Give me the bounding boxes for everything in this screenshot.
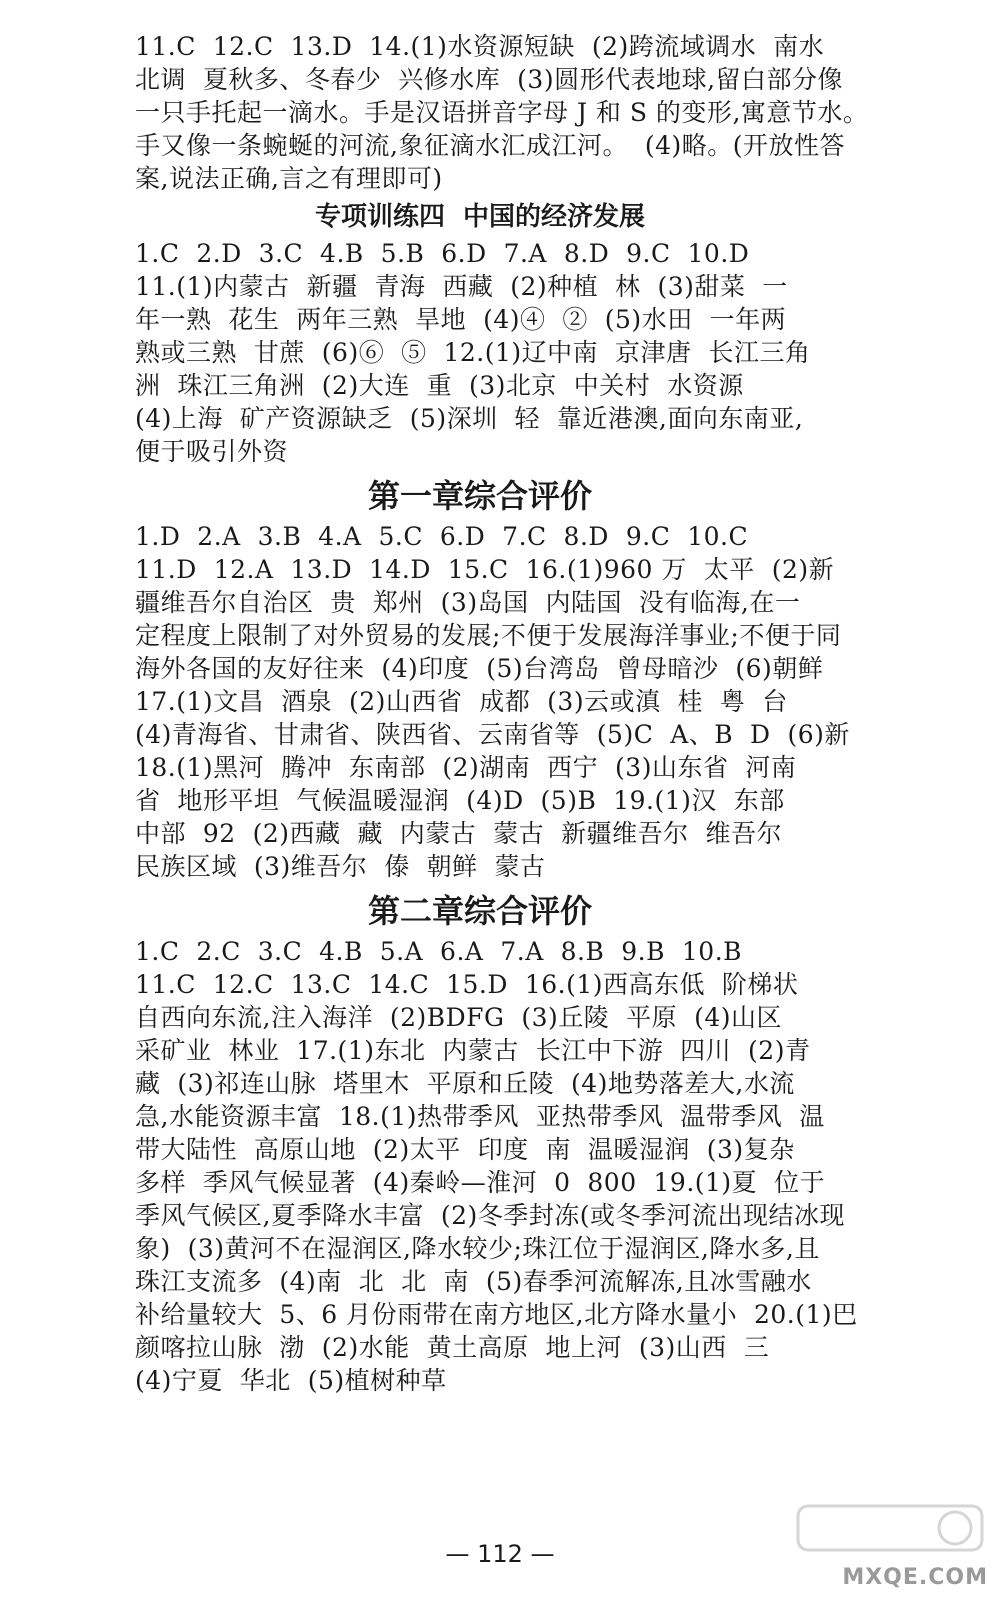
answer-line: 象) (3)黄河不在湿润区,降水较少;珠江位于湿润区,降水多,且 (135, 1234, 820, 1263)
answer-line: 年一熟 花生 两年三熟 旱地 (4)④ ② (5)水田 一年两 (135, 305, 787, 334)
answer-line: 17.(1)文昌 酒泉 (2)山西省 成都 (3)云或滇 桂 粤 台 (135, 687, 788, 716)
answer-line: 藏 (3)祁连山脉 塔里木 平原和丘陵 (4)地势落差大,水流 (135, 1069, 795, 1098)
answer-line: 颜喀拉山脉 渤 (2)水能 黄土高原 地上河 (3)山西 三 (135, 1333, 770, 1362)
answer-line: 补给量较大 5、6 月份雨带在南方地区,北方降水量小 20.(1)巴 (135, 1300, 858, 1329)
answer-line: 中部 92 (2)西藏 藏 内蒙古 蒙古 新疆维吾尔 维吾尔 (135, 819, 782, 848)
intro-block (135, 30, 869, 195)
answer-line: 11.(1)内蒙古 新疆 青海 西藏 (2)种植 林 (3)甜菜 一 (135, 272, 788, 301)
answer-line: 北调 夏秋多、冬春少 兴修水库 (3)圆形代表地球,留白部分像 (135, 65, 844, 94)
answer-line: 1.C 2.C 3.C 4.B 5.A 6.A 7.A 8.B 9.B 10.B (135, 937, 743, 966)
answer-line: 自西向东流,注入海洋 (2)BDFG (3)丘陵 平原 (4)山区 (135, 1003, 782, 1032)
answer-line: 珠江支流多 (4)南 北 北 南 (5)春季河流解冻,且冰雪融水 (135, 1267, 812, 1296)
answer-line: 急,水能资源丰富 18.(1)热带季风 亚热带季风 温带季风 温 (135, 1102, 825, 1131)
section-title-chapter1: 第一章综合评价 (367, 477, 592, 515)
answer-line: 洲 珠江三角洲 (2)大连 重 (3)北京 中关村 水资源 (135, 371, 744, 400)
answer-line: 11.C 12.C 13.D 14.(1)水资源短缺 (2)跨流域调水 南水 (135, 32, 825, 61)
answer-line: 多样 季风气候显著 (4)秦岭—淮河 0 800 19.(1)夏 位于 (135, 1168, 826, 1197)
answer-line: 手又像一条蜿蜒的河流,象征滴水汇成江河。 (4)略。(开放性答 (135, 131, 846, 160)
answer-line: 一只手托起一滴水。手是汉语拼音字母 J 和 S 的变形,寓意节水。 (135, 98, 869, 127)
section-title-chapter2: 第二章综合评价 (367, 892, 592, 930)
section-title-economy: 专项训练四 中国的经济发展 (314, 202, 646, 232)
answer-line: 季风气候区,夏季降水丰富 (2)冬季封冻(或冬季河流出现结冰现 (135, 1201, 846, 1230)
section-chapter1 (135, 520, 850, 883)
answer-line: 1.C 2.D 3.C 4.B 5.B 6.D 7.A 8.D 9.C 10.D (135, 239, 750, 268)
answer-line: 民族区域 (3)维吾尔 傣 朝鲜 蒙古 (135, 852, 546, 881)
answer-line: 案,说法正确,言之有理即可) (135, 164, 443, 193)
answer-line: 省 地形平坦 气候温暖湿润 (4)D (5)B 19.(1)汉 东部 (135, 786, 785, 815)
answer-line: 18.(1)黑河 腾冲 东南部 (2)湖南 西宁 (3)山东省 河南 (135, 753, 797, 782)
answer-line: 1.D 2.A 3.B 4.A 5.C 6.D 7.C 8.D 9.C 10.C (135, 522, 749, 551)
answer-line: 疆维吾尔自治区 贵 郑州 (3)岛国 内陆国 没有临海,在一 (135, 588, 801, 617)
answer-line: 11.D 12.A 13.D 14.D 15.C 16.(1)960 万 太平 (2)新 (135, 555, 835, 584)
answer-line: 带大陆性 高原山地 (2)太平 印度 南 温暖湿润 (3)复杂 (135, 1135, 795, 1164)
page-number: — 112 — (445, 1540, 555, 1568)
watermark-text: MXQE.COM (842, 1565, 988, 1590)
answer-line: 采矿业 林业 17.(1)东北 内蒙古 长江中下游 四川 (2)青 (135, 1036, 811, 1065)
answer-line: 熟或三熟 甘蔗 (6)⑥ ⑤ 12.(1)辽中南 京津唐 长江三角 (135, 338, 811, 367)
answer-line: 海外各国的友好往来 (4)印度 (5)台湾岛 曾母暗沙 (6)朝鲜 (135, 654, 824, 683)
answer-line: (4)宁夏 华北 (5)植树种草 (135, 1366, 447, 1395)
answer-line: 便于吸引外资 (135, 437, 289, 466)
answer-line: 11.C 12.C 13.C 14.C 15.D 16.(1)西高东低 阶梯状 (135, 970, 799, 999)
answer-line: (4)青海省、甘肃省、陕西省、云南省等 (5)C A、B D (6)新 (135, 720, 850, 749)
answer-line: 定程度上限制了对外贸易的发展;不便于发展海洋事业;不便于同 (135, 621, 842, 650)
answer-line: (4)上海 矿产资源缺乏 (5)深圳 轻 靠近港澳,面向东南亚, (135, 404, 804, 433)
section-chapter2 (135, 935, 858, 1397)
answer-page (135, 30, 869, 1397)
section-economy (135, 237, 825, 468)
